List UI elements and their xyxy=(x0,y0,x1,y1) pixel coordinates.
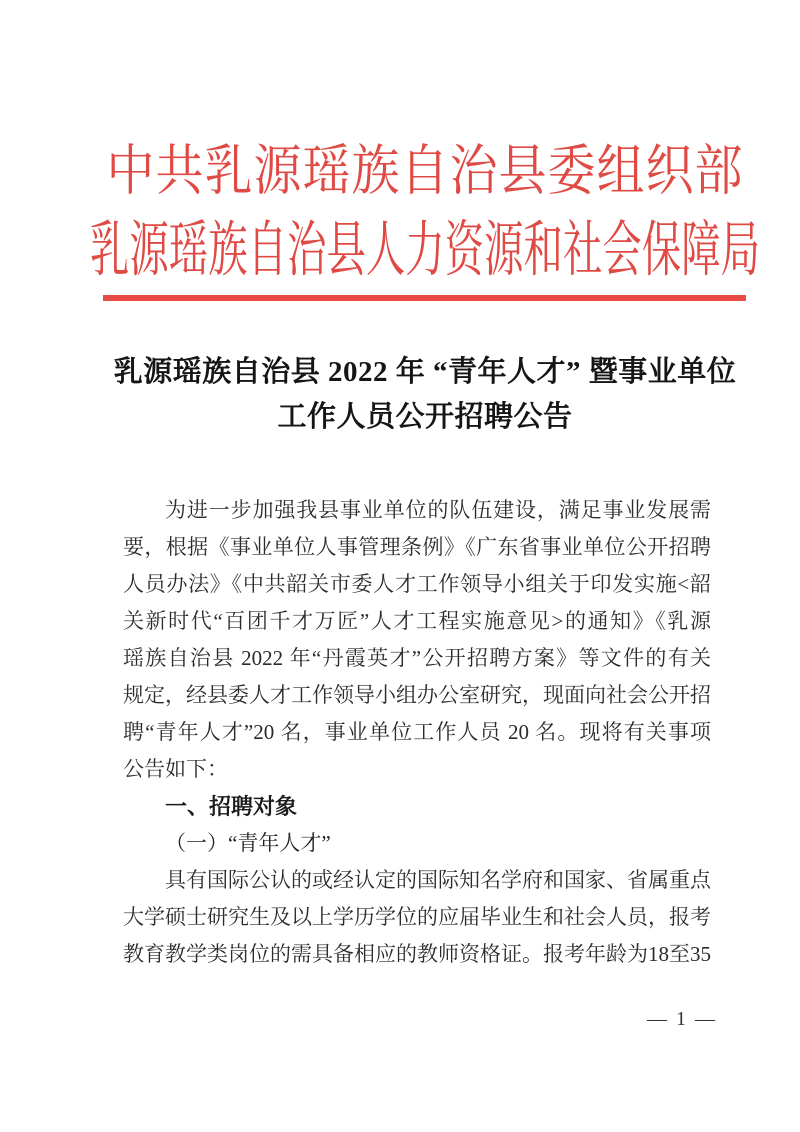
body-line: 为进一步加强我县事业单位的队伍建设，满足事业发展需 xyxy=(165,498,711,522)
letterhead-org-line-1 xyxy=(103,138,746,202)
body-line: 聘“青年人才”20 名，事业单位工作人员 20 名。现将有关事项 xyxy=(123,720,711,744)
red-divider-line xyxy=(103,295,746,301)
letterhead-org-1-text: 中共乳源瑶族自治县委组织部 xyxy=(106,140,744,202)
body-line: 教育教学类岗位的需具备相应的教师资格证。报考年龄为18至35 xyxy=(123,942,711,966)
title-line-2: 工作人员公开招聘公告 xyxy=(277,401,573,433)
body-line: 瑶族自治县 2022 年“丹霞英才”公开招聘方案》等文件的有关 xyxy=(123,646,711,670)
subsection-heading-young-talent: （一）“青年人才” xyxy=(165,831,331,855)
announcement-title xyxy=(80,350,770,440)
title-line-1: 乳源瑶族自治县 2022 年 “青年人才” 暨事业单位 xyxy=(113,356,737,388)
section-heading-recruitment-targets: 一、招聘对象 xyxy=(165,794,298,819)
body-line: 具有国际公认的或经认定的国际知名学府和国家、省属重点 xyxy=(165,868,711,892)
page-number: — 1 — xyxy=(647,1008,717,1030)
letterhead-org-2-text: 乳源瑶族自治县人力资源和社会保障局 xyxy=(89,216,760,284)
letterhead-org-line-2 xyxy=(89,215,760,284)
announcement-body xyxy=(123,492,711,973)
body-line: 规定，经县委人才工作领导小组办公室研究，现面向社会公开招 xyxy=(123,683,711,707)
body-line: 人员办法》《中共韶关市委人才工作领导小组关于印发实施<韶 xyxy=(123,572,711,596)
body-line: 公告如下： xyxy=(123,757,228,781)
body-line: 要，根据《事业单位人事管理条例》《广东省事业单位公开招聘 xyxy=(123,535,711,559)
body-line: 大学硕士研究生及以上学历学位的应届毕业生和社会人员，报考 xyxy=(123,905,711,929)
body-line: 关新时代“百团千才万匠”人才工程实施意见>的通知》《乳源 xyxy=(123,609,711,633)
